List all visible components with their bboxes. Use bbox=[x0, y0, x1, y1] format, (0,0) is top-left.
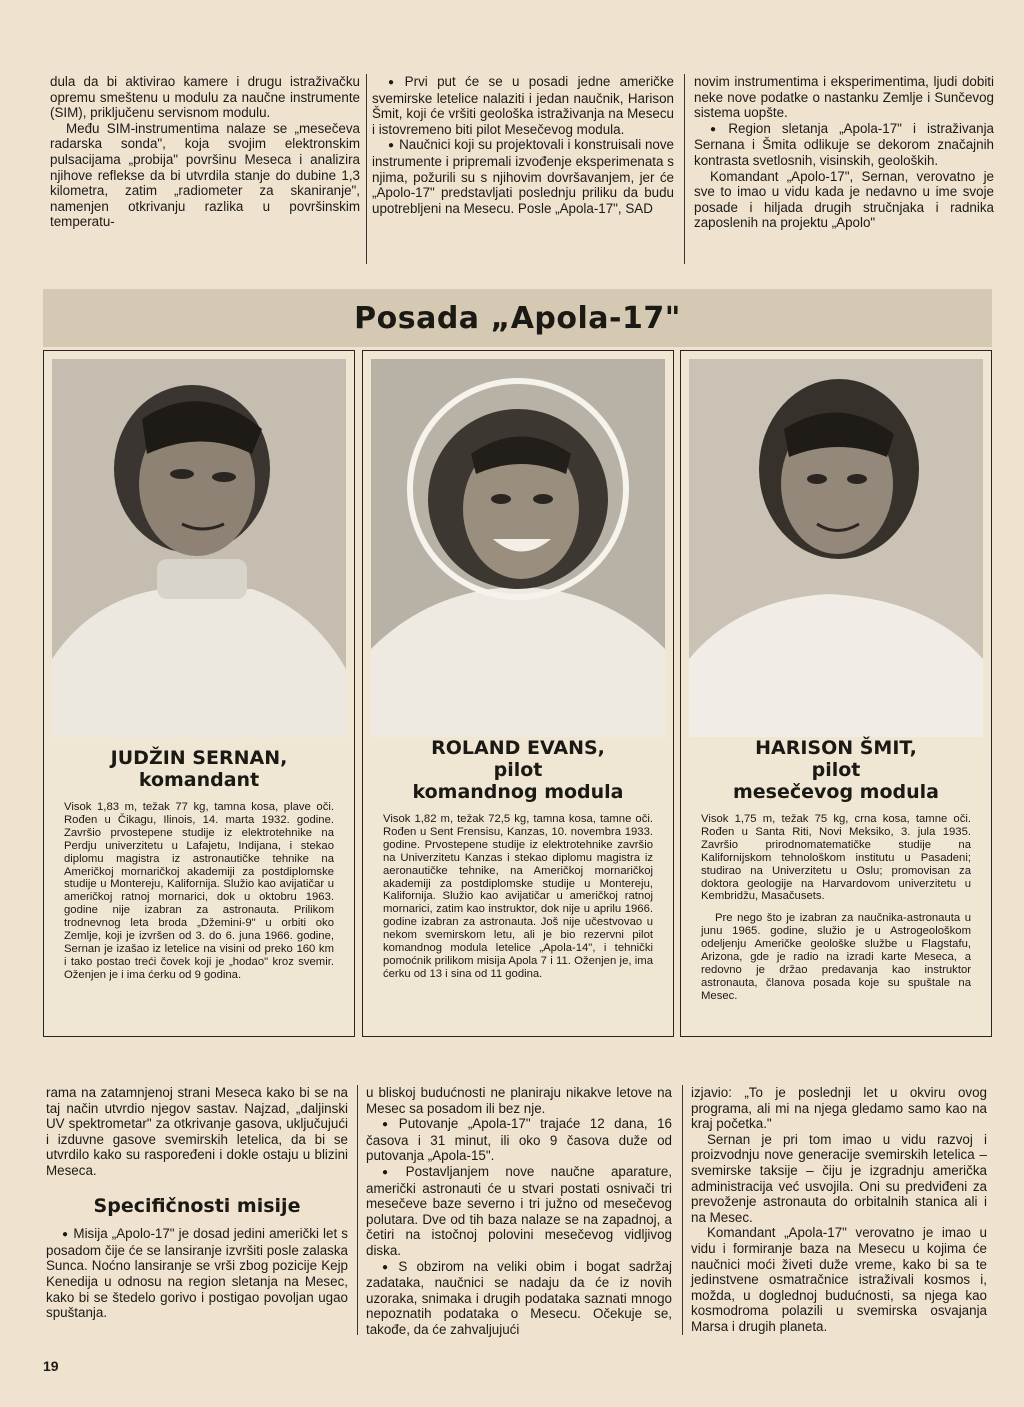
astronaut-photo bbox=[371, 359, 665, 737]
paragraph: izjavio: „To je poslednji let u okviru ovog programa, ali mi na njega gledamo samo kao na kraj početka." bbox=[691, 1085, 987, 1132]
crew-name: HARISON ŠMIT, bbox=[755, 737, 917, 759]
crew-name: JUDŽIN SERNAN, bbox=[110, 747, 288, 769]
paragraph: ● Region sletanja „Apola-17" i istraživanja Sernana i Šmita odlikuje se dekorom značajnih kontrasta svetlosnih, visinskih, geoloških. bbox=[694, 121, 994, 169]
crew-role: pilot bbox=[493, 759, 543, 781]
top-column-1 bbox=[50, 74, 360, 230]
paragraph: Komandant „Apolo-17", Sernan, verovatno je sve to imao u vidu kada je nedavno u ime svoje posade i hiljada drugih stručnjaka i radnika zaposlenih na projektu „Apolo" bbox=[694, 168, 994, 231]
page-number: 19 bbox=[43, 1358, 59, 1374]
paragraph: ● Prvi put će se u posadi jedne američke svemirske letelice nalaziti i jedan naučnik, Harison Šmit, koji će vršiti geološka istraživanja na Mesecu i istovremeno biti pilot Mesečevog modula. bbox=[372, 74, 674, 137]
astronaut-photo bbox=[52, 359, 346, 737]
crew-role-2: mesečevog modula bbox=[733, 781, 939, 803]
section-banner bbox=[43, 289, 992, 347]
paragraph: ● Naučnici koji su projektovali i konstruisali nove instrumente i pripremali izvođenje eksperimenata s njima, požurili su s njihovim dovršavanjem, jer će „Apolo-17" predstavljati poslednju priliku da budu upotrebljeni na Mesecu. Posle „Apola-17", SAD bbox=[372, 137, 674, 216]
top-column-3 bbox=[694, 74, 994, 231]
paragraph: u bliskoj budućnosti ne planiraju nikakve letove na Mesec sa posadom ili bez nje. bbox=[366, 1085, 672, 1116]
crew-role: pilot bbox=[811, 759, 861, 781]
crew-bio bbox=[701, 813, 971, 1003]
paragraph: rama na zatamnjenoj strani Meseca kako bi se na taj način utvrdio njegov sastav. Najzad, „daljinski UV spektrometar" za otkrivanje gasova, uključujući i izduvne gasove svemirskih letelica, da bi se utvrdilo kako su raspoređeni i dokle ostaju u blizini Meseca. bbox=[46, 1085, 348, 1178]
bio-paragraph: Visok 1,83 m, težak 77 kg, tamna kosa, plave oči. Rođen u Čikagu, Ilinois, 14. marta 1932. godine. Završio prvostepene studije iz elektrotehnike na Perdju univerzitetu u Lafajetu, Indijana, i stekao diplomu magistra iz astronautičke tehnike na Američkoj mornaričkoj akademiji za postdiplomske studije u Montereju, Kalifornija. Služio kao avijatičar u američkoj ratnoj mornarici, dok u oktobru 1963. godine nije izabran za astronauta. Prilikom trodnevnog leta broda „Džemini-9" u orbiti oko Zemlje, koji je izvršen od 3. do 6. juna 1966. godine, Sernan je izašao iz letelice na visini od preko 160 km i tako postao treći čovek koji je „hodao" kroz svemir. Oženjen je i ima ćerku od 9 godina. bbox=[64, 801, 334, 981]
column-divider bbox=[684, 74, 685, 264]
paragraph: ● Misija „Apolo-17" je dosad jedini američki let s posadom čije će se lansiranje izvršiti posle zalaska Sunca. Noćno lansiranje se vrši zbog pozicije Kejp Kenedija u odnosu na region sletanja na Mesec, kako bi se štedelo gorivo i postigao povoljan ugao spuštanja. bbox=[46, 1226, 348, 1321]
bio-paragraph: Visok 1,82 m, težak 72,5 kg, tamna kosa, tamne oči. Rođen u Sent Frensisu, Kanzas, 10. novembra 1933. godine. Prvostepene studije iz elektrotehnike završio na Univerzitetu Kanzas i stekao diplomu magistra iz aeronautičke tehnike, na Američkoj mornaričkoj akademiji za postdiplomske studije u Montereju, Kalifornija. Služio kao avijatičar u američkoj ratnoj mornarici, zatim kao instruktor, dok nije u aprilu 1966. godine izabran za astronauta. Još nije učestvovao u nekom svemirskom letu, ali je bio rezervni pilot komandnog modula letelice „Apola-14", i tehnički pomoćnik prilikom misija Apola 7 i 11. Oženjen je, ima ćerku od 13 i sina od 11 godina. bbox=[383, 813, 653, 980]
banner-title: Posada „Apola-17" bbox=[354, 300, 681, 336]
bottom-column-2 bbox=[366, 1085, 672, 1338]
paragraph: novim instrumentima i eksperimentima, ljudi dobiti neke nove podatke o nastanku Zemlje i Sunčevog sistema uopšte. bbox=[694, 74, 994, 121]
crew-role-2: komandnog modula bbox=[412, 781, 624, 803]
section-subheading: Specifičnosti misije bbox=[93, 1194, 301, 1217]
paragraph: dula da bi aktivirao kamere i drugu istraživačku opremu smeštenu u modulu za naučne instrumente (SIM), priključenu servisnom modulu. bbox=[50, 74, 360, 121]
bio-paragraph: Visok 1,75 m, težak 75 kg, crna kosa, tamne oči. Rođen u Santa Riti, Novi Meksiko, 3. jula 1935. Završio prirodnomatematičke studije na Kalifornijskom tehnološkom institutu u Pasadeni; studirao na Univerzitetu u Oslu; promovisan za doktora geologije na Harvardovom univerzitetu u Kembridžu, Masačusets. bbox=[701, 813, 971, 903]
astronaut-photo bbox=[689, 359, 983, 737]
crew-card-schmitt bbox=[680, 350, 992, 1037]
bio-paragraph: Pre nego što je izabran za naučnika-astronauta u junu 1965. godine, služio je u Astrogeološkom odeljenju Američke geološke službe u Flagstafu, Arizona, gde je radio na izradi karte Meseca, a redovno je držao predavanja kao instruktor astronauta, članova posada koje su spuštale na Mesec. bbox=[701, 912, 971, 1002]
column-divider bbox=[682, 1085, 683, 1335]
crew-role: komandant bbox=[138, 769, 260, 791]
paragraph: Sernan je pri tom imao u vidu razvoj i proizvodnju nove generacije svemirskih letelica – svemirske taksije – čiju je izgradnju američka administracija već usvojila. Oni su predviđeni za prevoženje astronauta do orbitalnih stanica ali i na Mesec. bbox=[691, 1131, 987, 1225]
crew-card-cernan bbox=[43, 350, 355, 1037]
crew-bio bbox=[64, 801, 334, 982]
crew-name: ROLAND EVANS, bbox=[431, 737, 605, 759]
column-divider bbox=[366, 74, 367, 264]
bottom-column-1 bbox=[46, 1085, 348, 1321]
crew-bio bbox=[383, 813, 653, 981]
paragraph: Među SIM-instrumentima nalaze se „mesečeva radarska sonda", koja svojim elektronskim pulsacijama „probija" površinu Meseca i analizira njihove reflekse da bi utvrdila stanje do dubine 1,3 kilometra, zatim „radiometer za skaniranje", namenjen otkrivanju razlika u površinskim temperatu- bbox=[50, 120, 360, 230]
paragraph: ● Postavljanjem nove naučne aparature, američki astronauti će u stvari postati osnivači tri mesečeve baze severno i tri južno od mesečevog polutara. Dve od tih baza nalaze se na zapadnoj, a četiri na istočnoj polovini mesečevog vidljivog diska. bbox=[366, 1164, 672, 1259]
paragraph: ● Putovanje „Apola-17" trajaće 12 dana, 16 časova i 31 minut, ili oko 9 časova duže od putovanja „Apola-15". bbox=[366, 1116, 672, 1164]
top-column-2 bbox=[372, 74, 674, 216]
bottom-column-3 bbox=[691, 1085, 987, 1335]
crew-card-evans bbox=[362, 350, 674, 1037]
column-divider bbox=[357, 1085, 358, 1335]
paragraph: Komandant „Apola-17" verovatno je imao u vidu i formiranje baza na Mesecu u kojima će naučnici moći živeti duže vreme, kako bi sa te jedinstvene osmatračnice istraživali kosmos i, možda, u doglednoj budućnosti, sa njega kao kosmodroma polazili u svemirska osvajanja Marsa i drugih planeta. bbox=[691, 1225, 987, 1334]
paragraph: ● S obzirom na veliki obim i bogat sadržaj zadataka, naučnici se nadaju da će iz novih uzoraka, snimaka i drugih podataka saznati mnogo nepoznatih podataka o Mesecu. Očekuje se, takođe, da će zahvaljujući bbox=[366, 1259, 672, 1338]
